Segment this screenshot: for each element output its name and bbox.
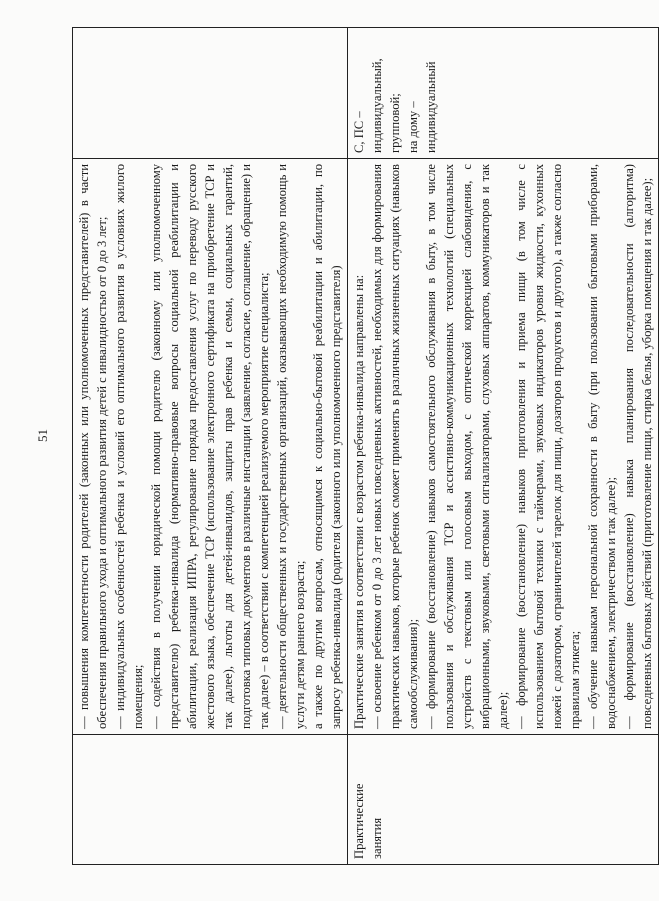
table-row bbox=[348, 28, 659, 865]
services-table bbox=[72, 27, 659, 865]
paragraph: — индивидуальных особенностей ребенка и условий его оптимального развития в условиях жилого помещения; bbox=[113, 164, 145, 729]
content-cell bbox=[73, 159, 348, 735]
section-cell bbox=[73, 735, 348, 865]
paragraph: — повышения компетентности родителей (законных или уполномоченных представителей) в части обеспечения правильного ухода и оптимального развития детей с инвалидностью от 0 до 3 лет; bbox=[77, 164, 109, 729]
paragraph: индивидуальный, bbox=[370, 58, 384, 153]
paragraph: Практические занятия в соответствии с возрастом ребенка-инвалида направлены на: bbox=[352, 274, 366, 729]
rotated-page bbox=[72, 28, 654, 865]
paragraph: С, ПС – bbox=[352, 111, 366, 153]
paragraph: — деятельности общественных и государственных организаций, оказывающих необходимую помощь и услуги детям раннего возраста; bbox=[275, 164, 307, 729]
paragraph: на дому – bbox=[406, 101, 420, 153]
paragraph: — содействия в получении юридической помощи родителю (законному или уполномоченному представителю) ребенка-инвалида (нормативно-правовые вопросы социальной реабилитации и абилитации, реализация ИПРА, регулирование порядка предоставления услуг по переводу русского жестового языка, обеспечение ТСР (использование электронного сертификата на приобретение ТСР и так далее), льготы для детей-инвалидов, защиты прав ребенка и семьи, социальных гарантий, подготовка типовых документов в различные инстанции (заявление, согласие, соглашение, обращение) и так далее) – в соответствии с компетенцией реализуемого мероприятие специалиста; bbox=[149, 164, 271, 729]
paragraph: — обучение навыкам персональной сохранности в быту (при пользовании бытовыми приборами, водоснабжением, электричеством и так далее); bbox=[586, 164, 618, 729]
paragraph: — формирование (восстановление) навыков самостоятельного обслуживания в быту, в том числе пользования и обслуживания ТСР и ассистивно-коммуникационных технологий (специальных устройств с текстовым или голосовым выходом, с оптической коррекцией слабовидения, с вибрационными, звуковыми, световыми сигнализаторами, слуховых аппаратов, коммуникаторов и так далее); bbox=[424, 164, 510, 729]
table-row bbox=[73, 28, 348, 865]
paragraph: — формирование (восстановление) навыка планирования последовательности (алгоритма) повседневных бытовых действий (приготовление пищи, стирка белья, уборка помещения и так далее); bbox=[622, 164, 654, 729]
page-number: 51 bbox=[35, 429, 50, 442]
content-cell bbox=[348, 159, 659, 735]
section-cell bbox=[348, 735, 659, 865]
form-cell bbox=[348, 28, 659, 159]
form-cell bbox=[73, 28, 348, 159]
paragraph: Практические занятия bbox=[352, 783, 384, 859]
paragraph: а также по другим вопросам, относящимся к социально-бытовой реабилитации и абилитации, по запросу ребенка-инвалида (родителя (законного или уполномоченного представителя) bbox=[311, 164, 343, 729]
paragraph: индивидуальный bbox=[424, 61, 438, 153]
paragraph: — формирование (восстановление) навыков приготовления и приема пищи (в том числе с использованием бытовой техники с таймерами, звуковых индикаторов уровня жидкости, кухонных ножей с дозатором, ограничителей тарелок для пищи, дозаторов продуктов и другого), а также согласно правилам этикета; bbox=[514, 164, 582, 729]
paragraph: групповой; bbox=[388, 93, 402, 153]
paragraph: — освоение ребенком от 0 до 3 лет новых повседневных активностей, необходимых для формирования практических навыков, которые ребенок сможет применять в различных жизненных ситуациях (навыков самообслуживания); bbox=[370, 164, 420, 729]
